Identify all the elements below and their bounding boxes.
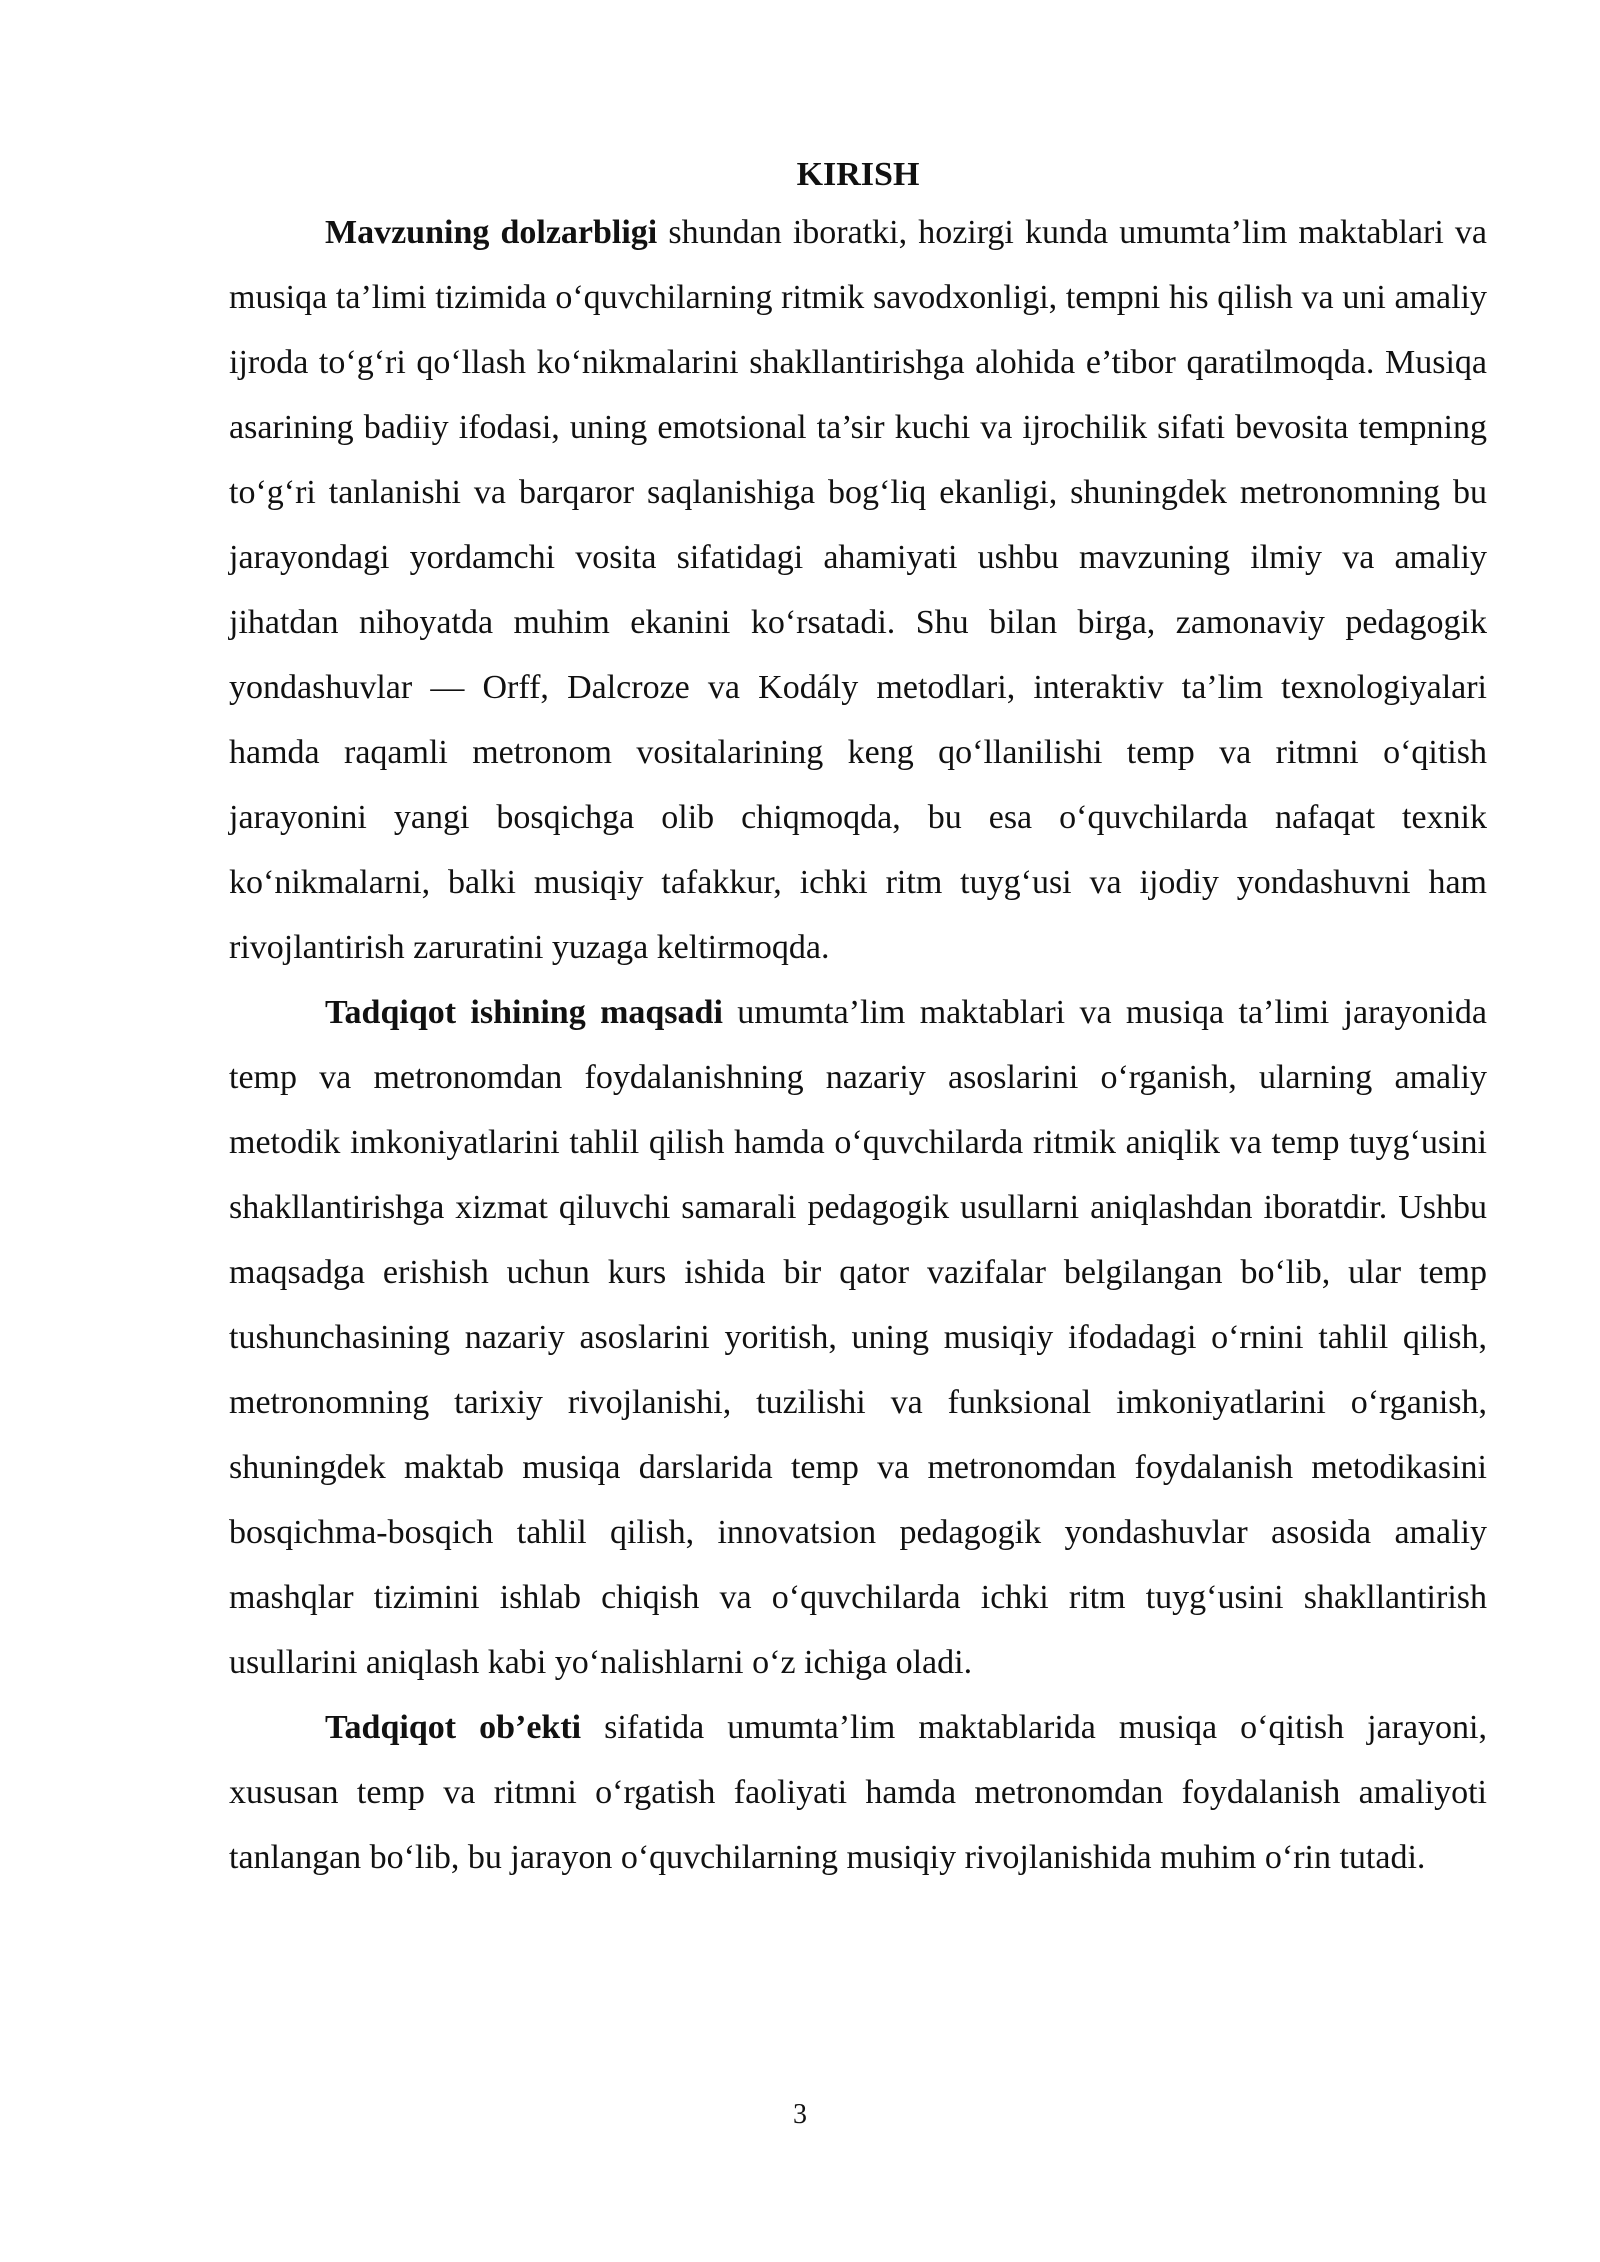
paragraph-lead-purpose: Tadqiqot ishining maqsadi — [325, 994, 723, 1031]
paragraph-object — [229, 1695, 1487, 1890]
page-title: KIRISH — [796, 156, 920, 193]
paragraph-purpose — [229, 980, 1487, 1695]
page-number: 3 — [793, 2099, 807, 2130]
paragraph-text-object: sifatida umumta’lim maktablarida musiqa o‘qitish jarayoni, xususan temp va ritmni o‘rgatish faoliyati hamda metronomdan foydalanish amaliyoti tanlangan bo‘lib, bu jarayon o‘quvchilarning musiqiy rivojlanishida muhim o‘rin tutadi. — [229, 1709, 1488, 1876]
page-content — [229, 150, 1487, 1890]
paragraph-relevance — [229, 200, 1487, 980]
paragraph-text-relevance: shundan iboratki, hozirgi kunda umumta’lim maktablari va musiqa ta’limi tizimida o‘quvchilarning ritmik savodxonligi, tempni his qilish va uni amaliy ijroda to‘g‘ri qo‘llash ko‘nikmalarini shakllantirishga alohida e’tibor qaratilmoqda. Musiqa asarining badiiy ifodasi, uning emotsional ta’sir kuchi va ijrochilik sifati bevosita tempning to‘g‘ri tanlanishi va barqaror saqlanishiga bog‘liq ekanligi, shuningdek metronomning bu jarayondagi yordamchi vosita sifatidagi ahamiyati ushbu mavzuning ilmiy va amaliy jihatdan nihoyatda muhim ekanini ko‘rsatadi. Shu bilan birga, zamonaviy pedagogik yondashuvlar — Orff, Dalcroze va Kodály metodlari, interaktiv ta’lim texnologiyalari hamda raqamli metronom vositalarining keng qo‘llanilishi temp va ritmni o‘qitish jarayonini yangi bosqichga olib chiqmoqda, bu esa o‘quvchilarda nafaqat texnik ko‘nikmalarni, balki musiqiy tafakkur, ichki ritm tuyg‘usi va ijodiy yondashuvni ham rivojlantirish zaruratini yuzaga keltirmoqda. — [229, 214, 1488, 966]
paragraph-text-purpose: umumta’lim maktablari va musiqa ta’limi jarayonida temp va metronomdan foydalanishning nazariy asoslarini o‘rganish, ularning amaliy metodik imkoniyatlarini tahlil qilish hamda o‘quvchilarda ritmik aniqlik va temp tuyg‘usini shakllantirishga xizmat qiluvchi samarali pedagogik usullarni aniqlashdan iboratdir. Ushbu maqsadga erishish uchun kurs ishida bir qator vazifalar belgilangan bo‘lib, ular temp tushunchasining nazariy asoslarini yoritish, uning musiqiy ifodadagi o‘rnini tahlil qilish, metronomning tarixiy rivojlanishi, tuzilishi va funksional imkoniyatlarini o‘rganish, shuningdek maktab musiqa darslarida temp va metronomdan foydalanish metodikasini bosqichma-bosqich tahlil qilish, innovatsion pedagogik yondashuvlar asosida amaliy mashqlar tizimini ishlab chiqish va o‘quvchilarda ichki ritm tuyg‘usini shakllantirish usullarini aniqlash kabi yo‘nalishlarni o‘z ichiga oladi. — [229, 994, 1487, 1681]
paragraph-lead-relevance: Mavzuning dolzarbligi — [325, 214, 658, 251]
paragraph-lead-object: Tadqiqot ob’ekti — [325, 1709, 582, 1746]
